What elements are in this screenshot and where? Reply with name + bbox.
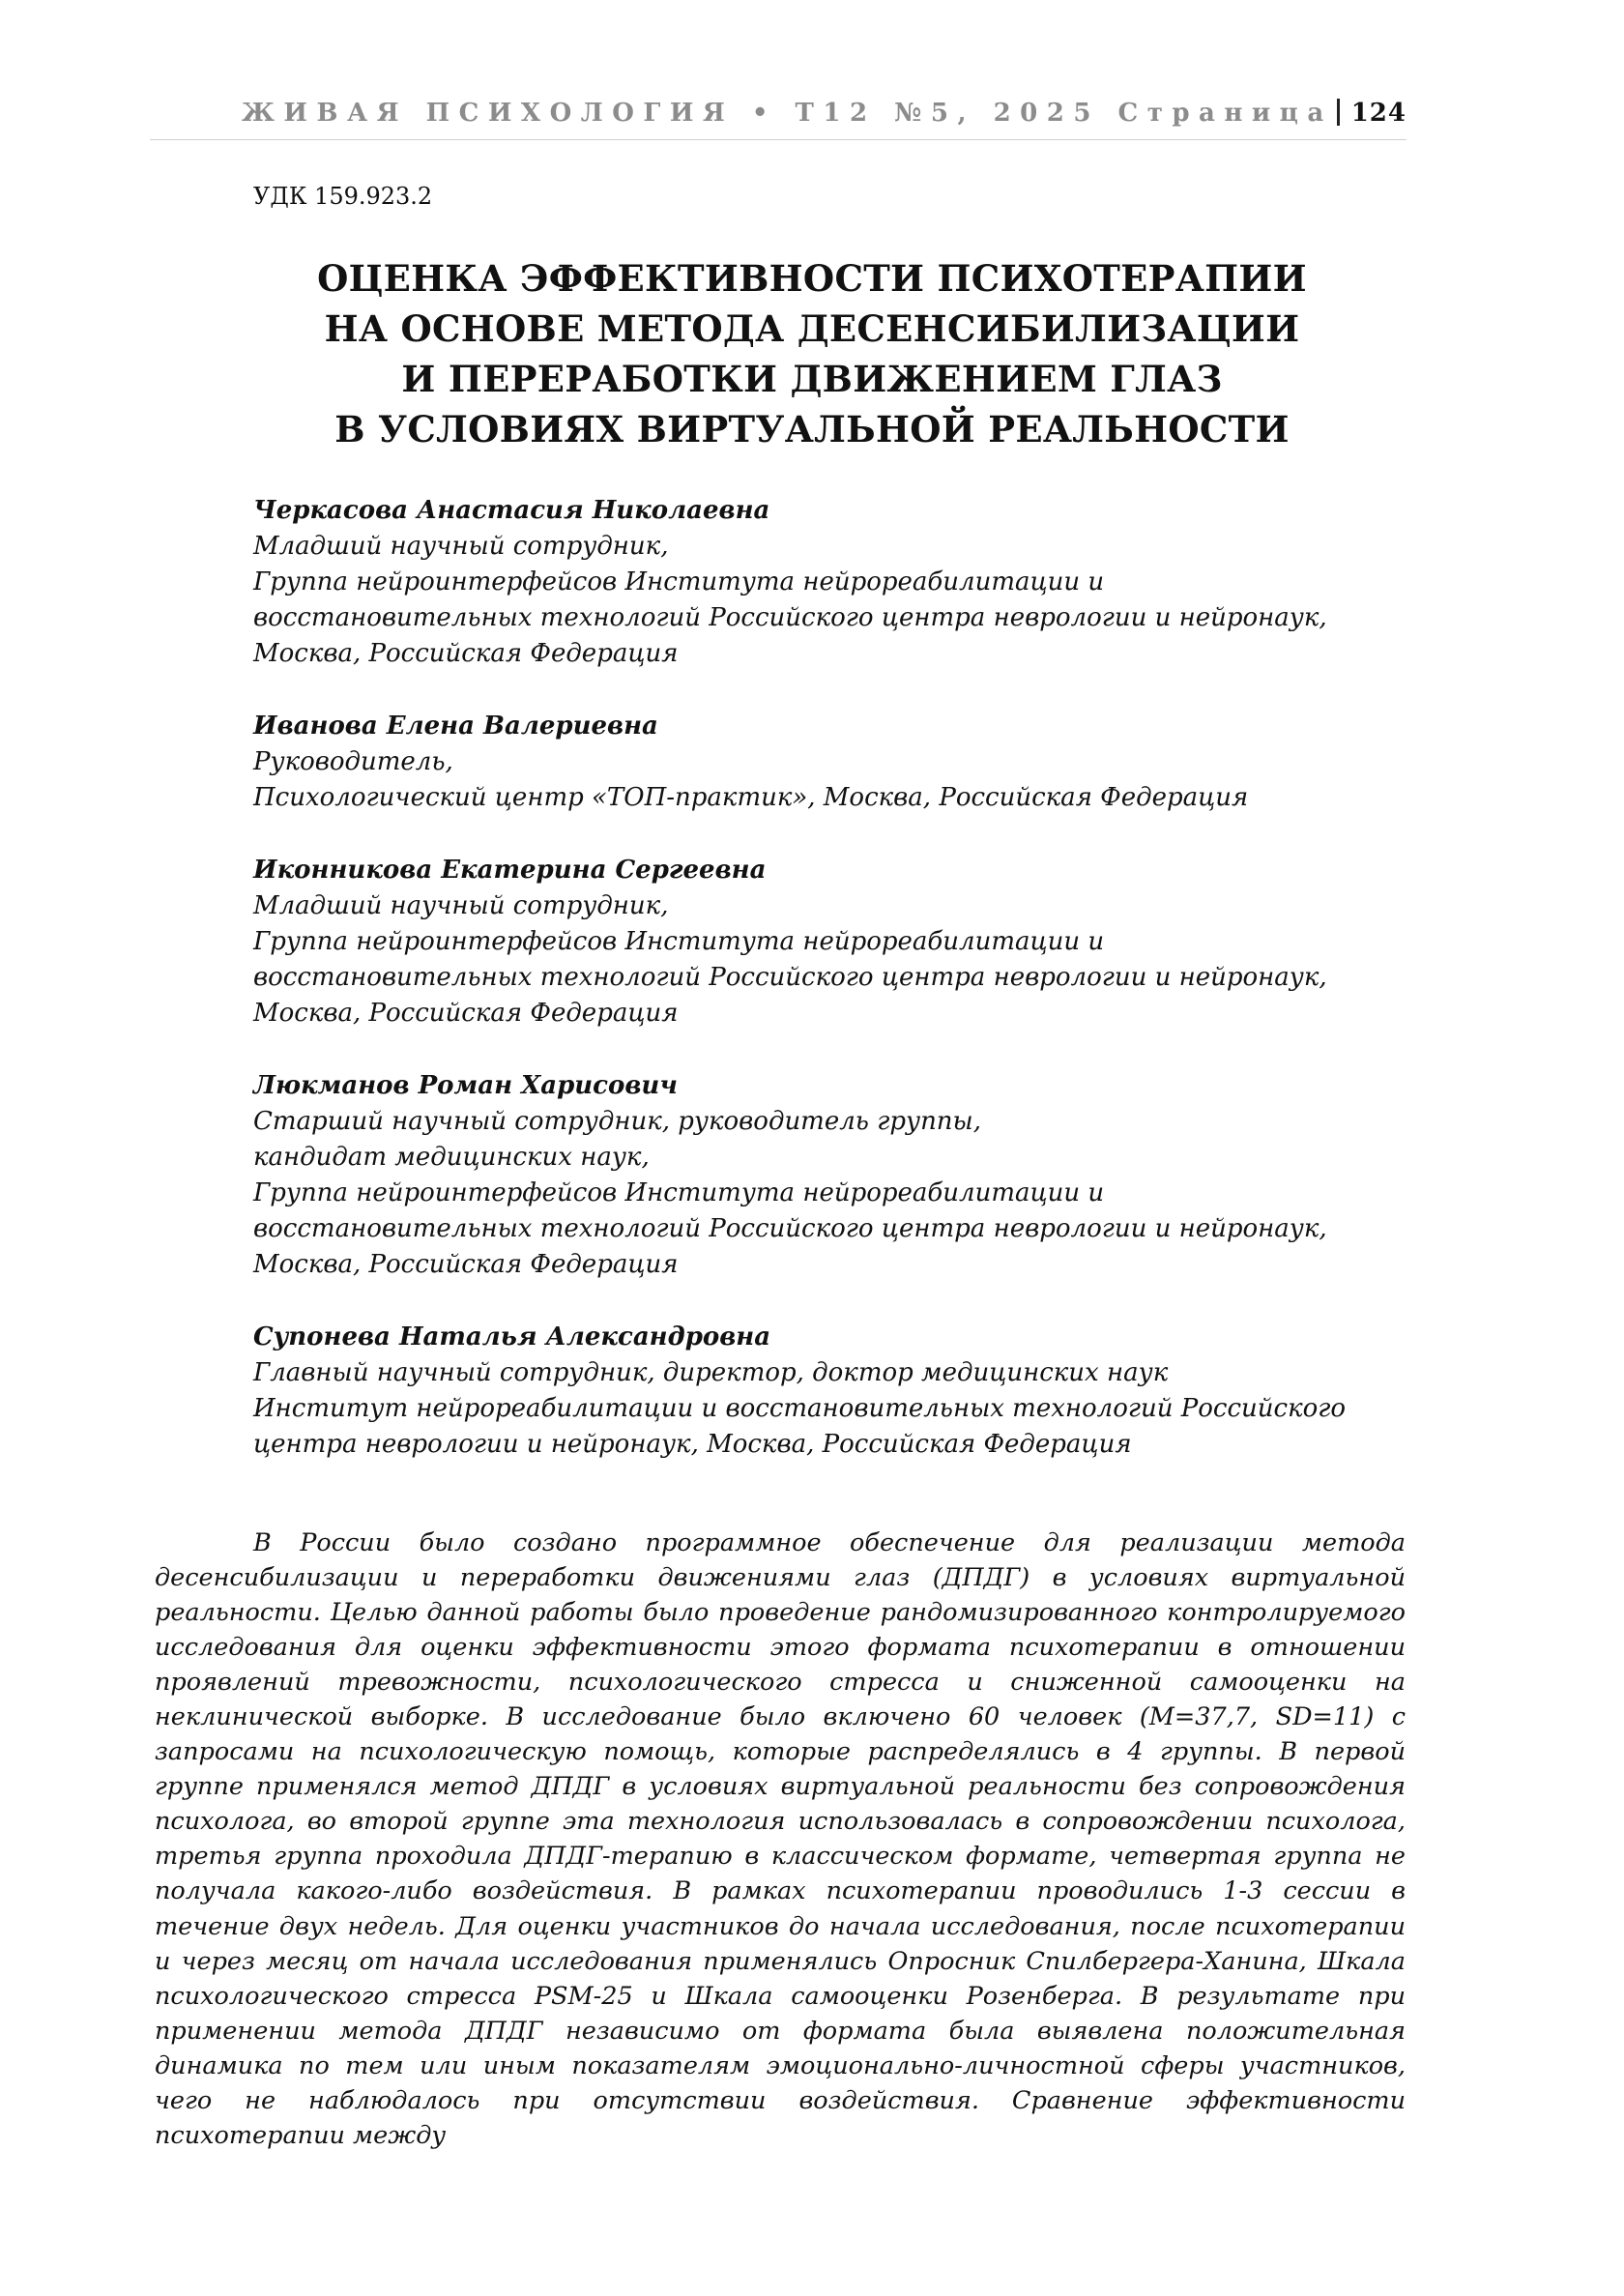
author-name: Иванова Елена Валериевна bbox=[253, 712, 658, 741]
affiliation-line: восстановительных технологий Российского центра неврологии и нейронаук, bbox=[253, 963, 1327, 992]
affiliation-line: восстановительных технологий Российского центра неврологии и нейронаук, bbox=[253, 603, 1327, 632]
affiliation-line: Главный научный сотрудник, директор, доктор медицинских наук bbox=[253, 1358, 1169, 1387]
author-block bbox=[253, 493, 1413, 672]
affiliation-line: Группа нейроинтерфейсов Института нейрореабилитации и bbox=[253, 567, 1105, 596]
udc-code: УДК 159.923.2 bbox=[253, 183, 433, 210]
author-name: Черкасова Анастасия Николаевна bbox=[253, 496, 770, 525]
abstract: В России было создано программное обеспечение для реализации метода десенсибилизации и переработки движениями глаз (ДПДГ) в условиях виртуальной реальности. Целью данной работы было проведение рандомизированного контролируемого исследования для оценки эффективности этого формата психотерапии в отношении проявлений тревожности, психологического стресса и сниженной самооценки на неклинической выборке. В исследование было включено 60 человек (M=37,7, SD=11) с запросами на психологическую помощь, которые распределялись в 4 группы. В первой группе применялся метод ДПДГ в условиях виртуальной реальности без сопровождения психолога, во второй группе эта технология использовалась в сопровождении психолога, третья группа проходила ДПДГ-терапию в классическом формате, четвертая группа не получала какого-либо воздействия. В рамках психотерапии проводились 1-3 сессии в течение двух недель. Для оценки участников до начала исследования, после психотерапии и через месяц от начала исследования применялись Опросник Спилбергера-Ханина, Шкала психологического стресса PSM-25 и Шкала самооценки Розенберга. В результате при применении метода ДПДГ независимо от формата была выявлена положительная динамика по тем или иным показателям эмоционально-личностной сферы участников, чего не наблюдалось при отсутствии воздействия. Сравнение эффективности психотерапии между bbox=[155, 1527, 1406, 2151]
affiliation-line: центра неврологии и нейронаук, Москва, Российская Федерация bbox=[253, 1430, 1132, 1459]
author-name: Супонева Наталья Александровна bbox=[253, 1322, 771, 1351]
affiliation-line: Москва, Российская Федерация bbox=[253, 1250, 679, 1279]
affiliation-line: Младший научный сотрудник, bbox=[253, 891, 669, 920]
affiliation-line: кандидат медицинских наук, bbox=[253, 1143, 650, 1172]
affiliation-line: Институт нейрореабилитации и восстановительных технологий Российского bbox=[253, 1394, 1347, 1423]
affiliation-line: Москва, Российская Федерация bbox=[253, 999, 679, 1028]
page-number: 124 bbox=[1350, 99, 1406, 128]
author-name: Люкманов Роман Харисович bbox=[253, 1071, 678, 1100]
running-header bbox=[150, 99, 1406, 140]
page-separator bbox=[1337, 99, 1340, 126]
author-block bbox=[253, 1068, 1413, 1283]
affiliation-line: Группа нейроинтерфейсов Института нейрореабилитации и bbox=[253, 927, 1105, 956]
affiliation-line: Старший научный сотрудник, руководитель группы, bbox=[253, 1107, 981, 1136]
affiliation-line: Руководитель, bbox=[253, 747, 453, 776]
article-title bbox=[155, 253, 1469, 454]
author-block bbox=[253, 1320, 1413, 1463]
affiliation-line: Москва, Российская Федерация bbox=[253, 639, 679, 668]
affiliation-line: восстановительных технологий Российского центра неврологии и нейронаук, bbox=[253, 1214, 1327, 1243]
author-block bbox=[253, 853, 1413, 1032]
affiliation-line: Группа нейроинтерфейсов Института нейрореабилитации и bbox=[253, 1178, 1105, 1207]
author-block bbox=[253, 709, 1413, 816]
affiliation-line: Психологический центр «ТОП-практик», Москва, Российская Федерация bbox=[253, 783, 1249, 812]
title-line: И ПЕРЕРАБОТКИ ДВИЖЕНИЕМ ГЛАЗ bbox=[401, 358, 1223, 400]
title-line: НА ОСНОВЕ МЕТОДА ДЕСЕНСИБИЛИЗАЦИИ bbox=[324, 307, 1300, 350]
journal-title: ЖИВАЯ ПСИХОЛОГИЯ • Т12 №5, 2025 Страница bbox=[241, 99, 1333, 128]
author-name: Иконникова Екатерина Сергеевна bbox=[253, 856, 767, 885]
affiliation-line: Младший научный сотрудник, bbox=[253, 532, 669, 561]
title-line: В УСЛОВИЯХ ВИРТУАЛЬНОЙ РЕАЛЬНОСТИ bbox=[334, 408, 1290, 450]
author-list bbox=[253, 493, 1413, 1499]
title-line: ОЦЕНКА ЭФФЕКТИВНОСТИ ПСИХОТЕРАПИИ bbox=[317, 257, 1307, 300]
